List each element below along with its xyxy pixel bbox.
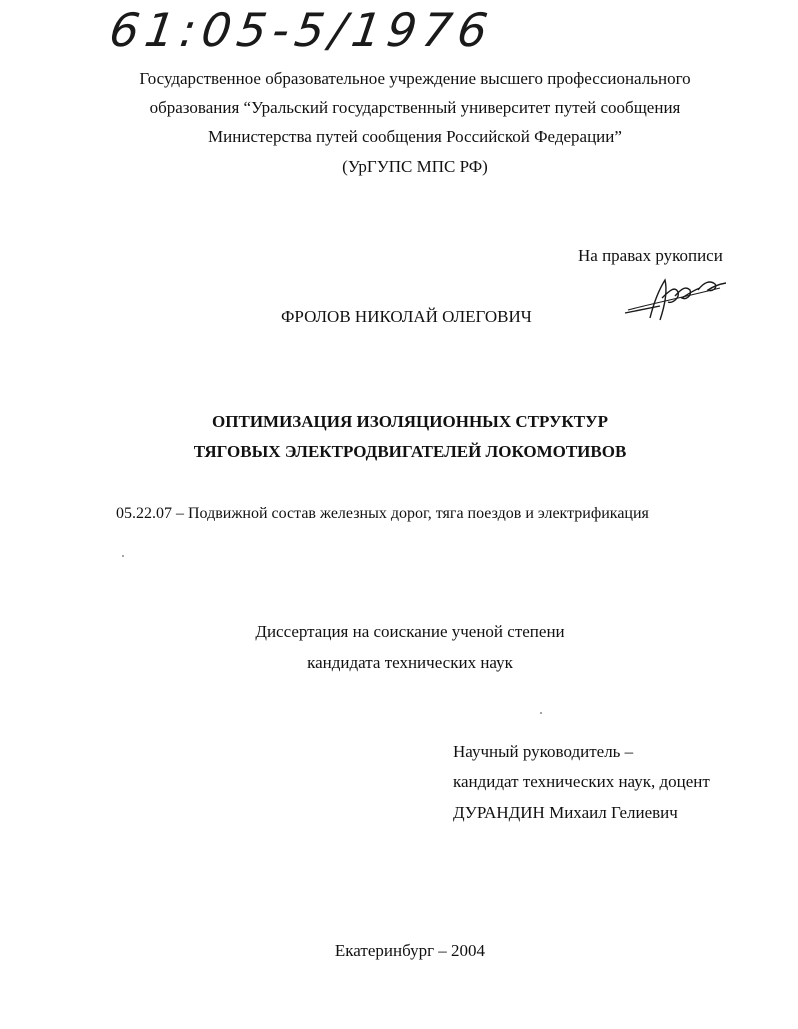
author-name: ФРОЛОВ НИКОЛАЙ ОЛЕГОВИЧ [281, 307, 532, 326]
handwritten-archive-code: 61:05-5/1976 [106, 3, 497, 57]
manuscript-note: На правах рукописи [578, 246, 723, 265]
supervisor-degree: кандидат технических наук, доцент [453, 772, 710, 791]
dissertation-title-line-1: ОПТИМИЗАЦИЯ ИЗОЛЯЦИОННЫХ СТРУКТУР [212, 412, 608, 431]
dissertation-title-line-2: ТЯГОВЫХ ЭЛЕКТРОДВИГАТЕЛЕЙ ЛОКОМОТИВОВ [193, 442, 627, 461]
city-and-year: Екатеринбург – 2004 [334, 941, 486, 960]
scan-speck [122, 555, 124, 557]
scan-speck [540, 712, 542, 714]
supervisor-heading: Научный руководитель – [453, 742, 634, 761]
institution-line-3: Министерства путей сообщения Российской Федерации” [208, 127, 622, 146]
supervisor-name: ДУРАНДИН Михаил Гелиевич [453, 803, 678, 822]
degree-line-2: кандидата технических наук [307, 653, 513, 672]
institution-line-2: образования “Уральский государственный университет путей сообщения [149, 98, 681, 117]
institution-line-1: Государственное образовательное учреждение высшего профессионального [139, 69, 691, 88]
handwritten-signature [620, 268, 730, 328]
institution-abbreviation: (УрГУПС МПС РФ) [342, 157, 488, 176]
specialty-code: 05.22.07 – Подвижной состав железных дорог, тяга поездов и электрификация [116, 505, 649, 522]
degree-line-1: Диссертация на соискание ученой степени [255, 622, 565, 641]
